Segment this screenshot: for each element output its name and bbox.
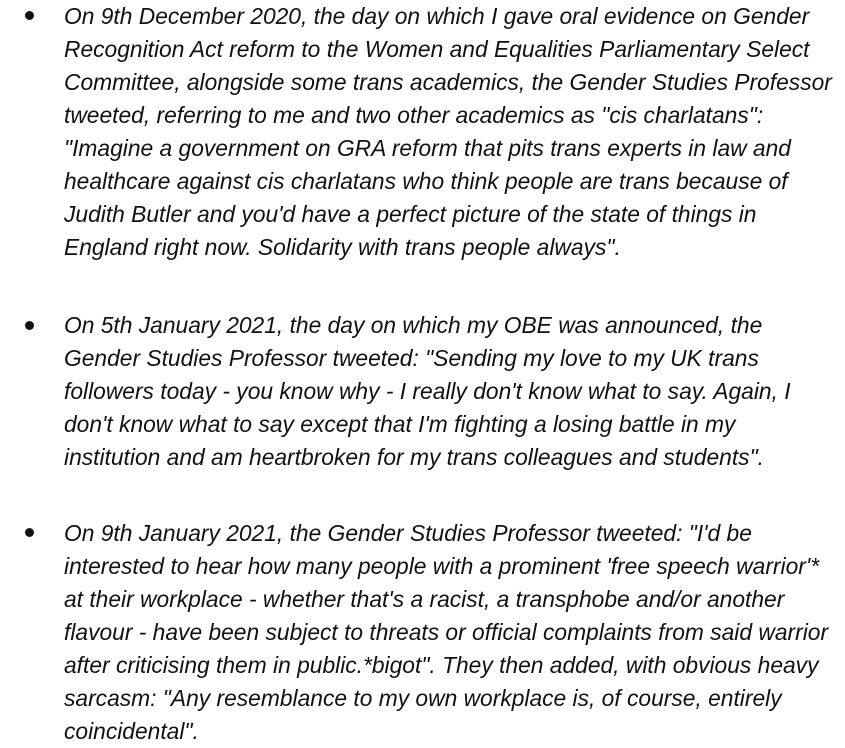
bullet-text: On 9th December 2020, the day on which I gave oral evidence on Gender Recognition Act reform to the Women and Equalities Parliamentary Select Committee, alongside some trans academics, the Gender Studies Professor tweeted, referring to me and two other academics as "cis charlatans": "Imagine a government on GRA reform that pits trans experts in law and healthcare against cis charlatans who think people are trans because of Judith Butler and you'd have a perfect picture of the state of things in England right now. Solidarity with trans people always". <box>64 3 832 260</box>
bullet-text: On 9th January 2021, the Gender Studies Professor tweeted: "I'd be interested to hear how many people with a prominent 'free speech warrior'* at their workplace - whether that's a racist, a transphobe and/or another flavour - have been subject to threats or official complaints from said warrior after criticising them in public.*bigot". They then added, with obvious heavy sarcasm: "Any resemblance to my own workplace is, of course, entirely coincidental". <box>64 520 829 744</box>
bullet-icon <box>25 11 34 20</box>
bullet-icon <box>25 321 34 330</box>
bullet-text: On 5th January 2021, the day on which my OBE was announced, the Gender Studies Professor tweeted: "Sending my love to my UK trans followers today - you know why - I really don't know what to say. Again, I don't know what to say except that I'm fighting a losing battle in my institution and am heartbroken for my trans colleagues and students". <box>64 312 791 470</box>
bullet-icon <box>25 528 34 537</box>
